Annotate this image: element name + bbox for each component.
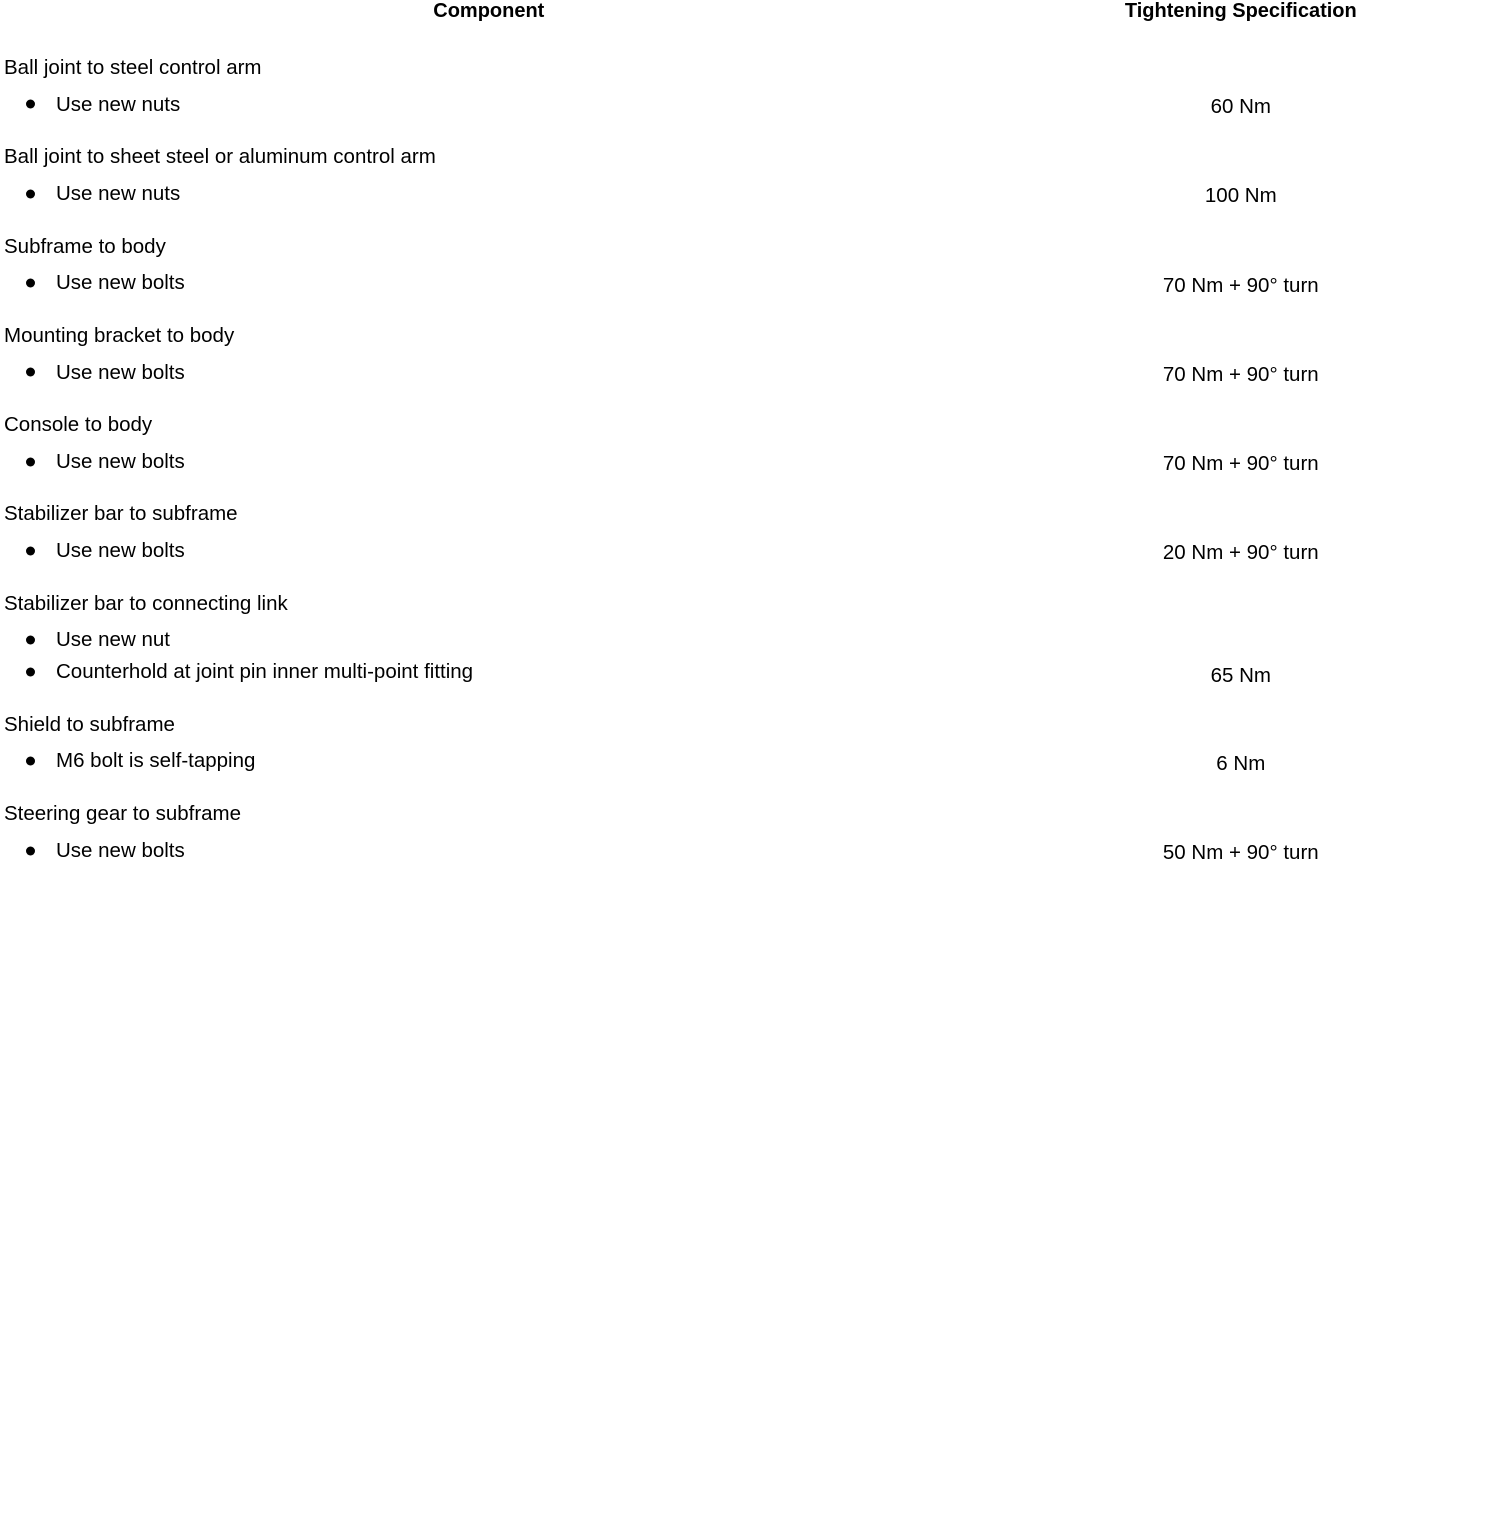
note-text: Use new nuts (56, 92, 181, 116)
specification-cell (978, 33, 1504, 122)
table-row (0, 690, 1504, 779)
specification-value: 60 Nm (1210, 95, 1271, 118)
note-text: Counterhold at joint pin inner multi-point fitting (56, 660, 474, 684)
note-text: Use new bolts (56, 838, 185, 862)
specification-cell (978, 390, 1504, 479)
component-notes-list (4, 837, 978, 865)
bullet-icon (26, 757, 35, 766)
bullet-icon (26, 636, 35, 645)
component-cell (0, 569, 978, 690)
table-row (0, 390, 1504, 479)
component-cell (0, 779, 978, 868)
specification-value: 6 Nm (1216, 751, 1266, 775)
note-text: Use new bolts (56, 539, 185, 563)
list-item (4, 537, 978, 565)
component-title: Stabilizer bar to subframe (4, 502, 238, 526)
list-item (4, 837, 978, 865)
component-title: Console to body (4, 413, 153, 437)
component-notes-list (4, 537, 978, 565)
component-cell (0, 390, 978, 479)
component-notes-list (4, 91, 978, 119)
list-item (4, 448, 978, 476)
bullet-icon (26, 368, 35, 377)
note-text: Use new nuts (56, 181, 181, 205)
list-item (4, 747, 978, 775)
specification-cell (978, 122, 1504, 211)
bullet-icon (26, 189, 35, 198)
bullet-icon (26, 846, 35, 855)
specification-value: 70 Nm + 90° turn (1162, 362, 1319, 386)
specification-value: 70 Nm + 90° turn (1162, 452, 1319, 476)
table-header (0, 0, 1504, 33)
specification-cell (978, 212, 1504, 301)
specification-cell (978, 690, 1504, 779)
table-row (0, 122, 1504, 211)
column-header-component: Component (433, 0, 545, 22)
list-item (4, 91, 978, 119)
table-row (0, 301, 1504, 390)
specification-cell (978, 301, 1504, 390)
component-notes-list (4, 448, 978, 476)
component-cell (0, 33, 978, 122)
component-title: Shield to subframe (4, 712, 175, 736)
list-item (4, 180, 978, 208)
component-notes-list (4, 747, 978, 775)
specification-value: 50 Nm + 90° turn (1162, 841, 1319, 865)
note-text: Use new nut (56, 628, 170, 652)
note-text: Use new bolts (56, 449, 185, 473)
table-row (0, 479, 1504, 568)
component-title: Steering gear to subframe (4, 802, 242, 826)
component-title: Subframe to body (4, 234, 166, 258)
specification-value: 100 Nm (1204, 184, 1277, 208)
note-text: M6 bolt is self-tapping (56, 749, 256, 773)
table-row (0, 212, 1504, 301)
table-row (0, 779, 1504, 868)
component-title: Ball joint to steel control arm (4, 56, 262, 79)
specification-cell (978, 779, 1504, 868)
component-cell (0, 122, 978, 211)
bullet-icon (26, 100, 35, 109)
component-cell (0, 212, 978, 301)
specification-cell (978, 569, 1504, 690)
component-notes-list (4, 626, 978, 685)
component-cell (0, 690, 978, 779)
bullet-icon (26, 457, 35, 466)
list-item (4, 626, 978, 654)
note-text: Use new bolts (56, 360, 185, 384)
bullet-icon (26, 279, 35, 288)
list-item (4, 359, 978, 387)
note-text: Use new bolts (56, 271, 185, 295)
component-cell (0, 479, 978, 568)
table-header-row (0, 0, 1504, 33)
component-notes-list (4, 269, 978, 297)
bullet-icon (26, 667, 35, 676)
specification-value: 20 Nm + 90° turn (1162, 541, 1319, 565)
list-item (4, 269, 978, 297)
specification-value: 70 Nm + 90° turn (1162, 273, 1319, 297)
table-body (0, 33, 1504, 868)
component-title: Stabilizer bar to connecting link (4, 591, 288, 615)
component-notes-list (4, 180, 978, 208)
table-row (0, 569, 1504, 690)
column-header-specification: Tightening Specification (1124, 0, 1357, 22)
specification-value: 65 Nm (1210, 663, 1271, 687)
bullet-icon (26, 546, 35, 555)
component-notes-list (4, 359, 978, 387)
component-title: Mounting bracket to body (4, 323, 235, 347)
component-title: Ball joint to sheet steel or aluminum control arm (4, 145, 436, 169)
component-cell (0, 301, 978, 390)
list-item (4, 658, 978, 686)
table-row (0, 33, 1504, 122)
specification-cell (978, 479, 1504, 568)
